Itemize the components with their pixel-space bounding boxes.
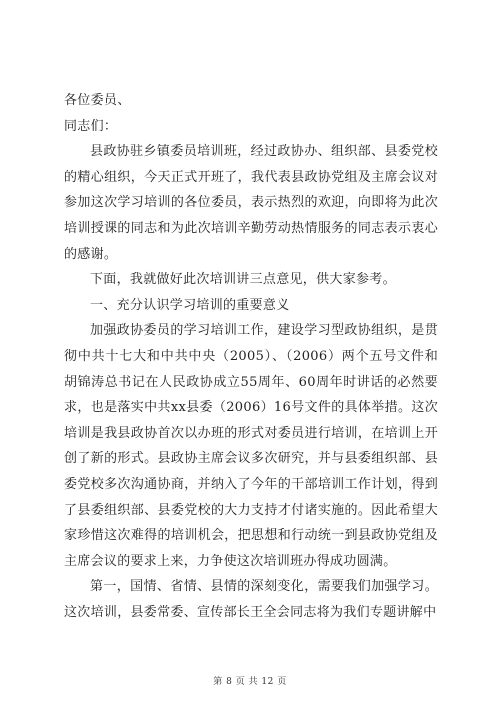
salutation-committee-members: 各位委员、 xyxy=(64,93,131,108)
page-number-footer: 第 8 页 共 12 页 xyxy=(213,677,287,687)
paragraph-first-point: 第一，国情、省情、县情的深刻变化，需要我们加强学习。这次培训，县委常委、宣传部长王全会同志将为我们专题讲解中 xyxy=(64,579,438,620)
paragraph-three-points: 下面，我就做好此次培训讲三点意见，供大家参考。 xyxy=(90,272,396,288)
document-body xyxy=(64,88,438,625)
salutation-comrades: 同志们： xyxy=(64,118,118,134)
paragraph-opening: 县政协驻乡镇委员培训班，经过政协办、组织部、县委党校的精心组织，今天正式开班了，我代表县政协党组及主席会议对参加这次学习培训的各位委员，表示热烈的欢迎，向即将为此次培训授课的同志和为此次培训辛勤劳动热情服务的同志表示衷心的感谢。 xyxy=(64,144,438,262)
section-heading-one: 一、充分认识学习培训的重要意义 xyxy=(90,297,290,313)
paragraph-importance: 加强政协委员的学习培训工作，建设学习型政协组织，是贯彻中共十七大和中共中央（2005）、（2006）两个五号文件和胡锦涛总书记在人民政协成立55周年、60周年时讲话的必然要求，也是落实中共xx县委（2006）16号文件的具体举措。这次培训是我县政协首次以办班的形式对委员进行培训，在培训上开创了新的形式。县政协主席会议多次研究，并与县委组织部、县委党校多次沟通协商，并纳入了今年的干部培训工作计划，得到了县委组织部、县委党校的大力支持才付诸实施的。因此希望大家珍惜这次难得的培训机会，把思想和行动统一到县政协党组及主席会议的要求上来，力争使这次培训班办得成功圆满。 xyxy=(64,323,438,569)
